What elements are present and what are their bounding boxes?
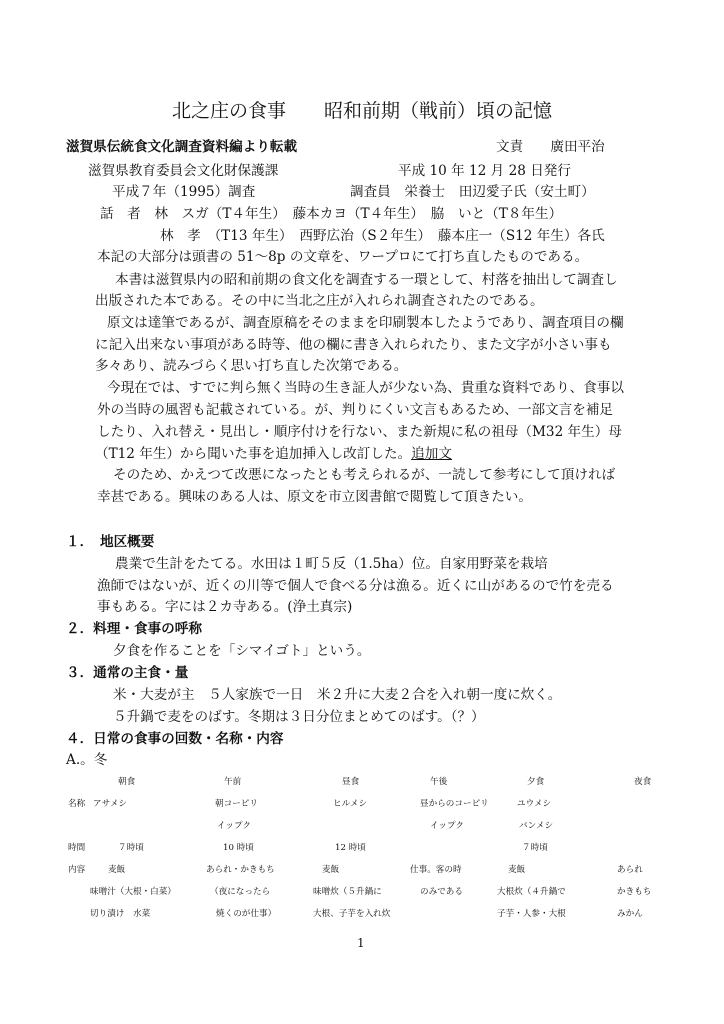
table-cell: のみである: [420, 887, 463, 897]
table-header: 朝食: [118, 777, 136, 787]
intro-line: 多々あり、読みづらく思い打ち直した次第である。: [95, 358, 408, 374]
intro-line: 原文は達筆であるが、調査原稿をそのままを印刷製本したようであり、調査項目の欄: [107, 315, 624, 331]
table-cell: 麦飯: [322, 865, 340, 875]
source-note: 滋賀県伝統食文化調査資料編より転載: [66, 139, 298, 155]
survey-year: 平成７年（1995）調査: [112, 184, 256, 200]
intro-line: 本書は滋賀県内の昭和前期の食文化を調査する一環として、村落を抽出して調査し: [115, 272, 618, 288]
publication-date: 平成 10 年 12 月 28 日発行: [398, 163, 571, 179]
intro-line: したり、入れ替え・見出し・順序付けを行ない、また新規に私の祖母（M32 年生）母: [97, 424, 622, 440]
intro-line: そのため、かえつて改悪になったとも考えられるが、一読して参考にして頂ければ: [113, 467, 616, 483]
intro-line: 出版された本である。その中に当北之庄が入れられ調査されたのである。: [95, 293, 544, 309]
section-line: 農業で生計をたてる。水田は１町５反（1.5ha）位。自家用野菜を栽培: [115, 556, 548, 572]
table-header: 夕食: [527, 777, 545, 787]
table-cell: 切り漬け 水菜: [90, 909, 151, 919]
table-cell: ヒルメシ: [333, 799, 368, 809]
intro-line: [95, 445, 452, 463]
table-cell: 12 時頃: [335, 843, 366, 853]
table-cell: みかん: [617, 909, 643, 919]
table-cell: 麦飯: [508, 865, 526, 875]
table-cell: 昼からのコーピリ: [420, 799, 489, 809]
intro-line: に記入出来ない事項がある時等、他の欄に書き入れられたり、また文字が小さい事も: [95, 337, 612, 353]
section-heading: ３．通常の主食・量: [66, 665, 189, 681]
table-cell: 味噌汁（大根・白菜）: [90, 887, 176, 897]
table-cell: 麦飯: [108, 865, 126, 875]
table-cell: 仕事。客の時: [410, 865, 462, 875]
table-header: 昼食: [342, 777, 360, 787]
section-line: 夕食を作ることを「シマイゴト」という。: [113, 643, 371, 659]
table-header: 夜食: [634, 777, 652, 787]
section-heading: ４．日常の食事の回数・名称・内容: [66, 731, 284, 747]
table-cell: あられ: [617, 865, 643, 875]
author-credit: 文責 廣田平治: [496, 139, 605, 155]
table-cell: イップク: [217, 821, 251, 831]
intro-line-text: （T12 年生）から聞いた事を追加挿入し改訂した。: [95, 446, 412, 462]
speakers-line-2: 林 孝 （T13 年生） 西野広治（S２年生） 藤本庄一（S12 年生）各氏: [160, 228, 605, 244]
row-label: 名称: [68, 799, 86, 809]
section-heading: ２．料理・食事の呼称: [66, 621, 202, 637]
table-cell: 味噌炊（５升鍋に: [313, 887, 382, 897]
added-text-marker: 追加文: [411, 446, 452, 462]
intro-line: 今現在では、すでに判ら無く当時の生き証人が少ない為、貴重な資料であり、食事以: [107, 380, 624, 396]
publisher: 滋賀県教育委員会文化財保護課: [88, 163, 279, 179]
table-cell: （夜になったら: [210, 887, 271, 897]
table-cell: かきもち: [617, 887, 652, 897]
page-title: 北之庄の食事 昭和前期（戦前）頃の記憶: [171, 100, 552, 122]
intro-line: 外の当時の風習も記載されている。が、判りにくい文言もあるため、一部文言を補足: [97, 402, 614, 418]
row-label: 時間: [68, 843, 86, 853]
table-cell: ７時頃: [522, 843, 548, 853]
section-line: 事もある。字には２カ寺ある。(浄土真宗): [97, 599, 353, 615]
table-cell: アサメシ: [93, 799, 128, 809]
table-header: 午前: [224, 777, 242, 787]
table-cell: 大根炊（４升鍋で: [497, 887, 566, 897]
table-cell: 朝コーピリ: [215, 799, 258, 809]
table-header: 午後: [430, 777, 448, 787]
section-line: ５升鍋で麦をのばす。冬期は３日分位まとめてのばす。（？）: [113, 709, 485, 725]
table-cell: バンメシ: [519, 821, 554, 831]
surveyor: 調査員 栄養士 田辺愛子氏（安土町）: [350, 184, 595, 200]
subsection-label: A.。冬: [66, 752, 108, 768]
intro-line: 本記の大部分は頭書の 51～8p の文章を、ワープロにて打ち直したものである。: [97, 249, 589, 265]
row-label: 内容: [68, 865, 86, 875]
speakers-line-1: 話 者 林 スガ（T４年生） 藤本カヨ（T４年生） 脇 いと（T８年生）: [100, 206, 563, 222]
page-number: 1: [357, 936, 365, 950]
table-cell: ユウメシ: [517, 799, 552, 809]
table-cell: 10 時頃: [223, 843, 254, 853]
table-cell: 子芋・人参・大根: [497, 909, 566, 919]
intro-line: 幸甚である。興味のある人は、原文を市立図書館で閲覧して頂きたい。: [97, 489, 532, 505]
section-line: 漁師ではないが、近くの川等で個人で食べる分は漁る。近くに山があるので竹を売る: [97, 578, 614, 594]
table-cell: あられ・かきもち: [206, 865, 275, 875]
section-line: 米・大麦が主 ５人家族で一日 米２升に大麦２合を入れ朝一度に炊く。: [113, 687, 562, 703]
table-cell: 焼くのが仕事）: [216, 909, 277, 919]
table-cell: 大根、子芋を入れ炊: [313, 909, 391, 919]
section-heading: １． 地区概要: [66, 534, 155, 550]
table-cell: イップク: [430, 821, 464, 831]
table-cell: ７時頃: [118, 843, 144, 853]
